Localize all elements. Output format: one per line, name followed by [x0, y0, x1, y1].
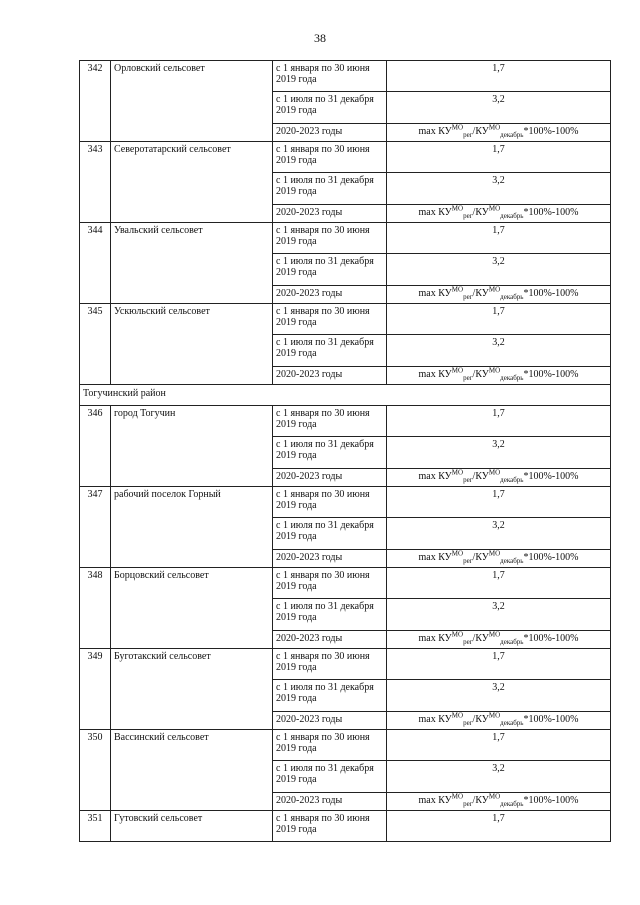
formula-sub: рег	[463, 212, 473, 220]
formula-slash: /КУ	[472, 471, 489, 482]
value-second-half: 3,2	[387, 599, 611, 631]
period-years: 2020-2023 годы	[273, 124, 387, 142]
row-number: 350	[80, 730, 111, 811]
table-row	[80, 223, 611, 254]
formula-suffix: *100%-100%	[523, 126, 579, 137]
period-years: 2020-2023 годы	[273, 712, 387, 730]
formula-prefix: max КУ	[418, 471, 452, 482]
period-first-half: с 1 января по 30 июня 2019 года	[273, 649, 387, 680]
formula-prefix: max КУ	[418, 207, 452, 218]
formula-prefix: max КУ	[418, 288, 452, 299]
formula-sub: декабрь	[500, 476, 524, 484]
table-row	[80, 730, 611, 761]
table-row	[80, 304, 611, 335]
value-formula	[387, 712, 611, 730]
tariff-table-body	[80, 61, 611, 842]
formula-sup: МО	[488, 630, 501, 639]
formula-sup: МО	[451, 468, 464, 477]
value-formula	[387, 631, 611, 649]
row-number: 346	[80, 406, 111, 487]
formula-suffix: *100%-100%	[523, 471, 579, 482]
formula-sup: МО	[451, 285, 464, 294]
municipality-name: Гутовский сельсовет	[111, 811, 273, 842]
municipality-name: Вассинский сельсовет	[111, 730, 273, 811]
formula-slash: /КУ	[472, 552, 489, 563]
formula-sub: рег	[463, 476, 473, 484]
value-first-half: 1,7	[387, 406, 611, 437]
formula-prefix: max КУ	[418, 795, 452, 806]
formula-prefix: max КУ	[418, 552, 452, 563]
formula-slash: /КУ	[472, 207, 489, 218]
value-second-half: 3,2	[387, 335, 611, 367]
value-second-half: 3,2	[387, 518, 611, 550]
value-first-half: 1,7	[387, 487, 611, 518]
formula-sub: рег	[463, 293, 473, 301]
period-years: 2020-2023 годы	[273, 286, 387, 304]
formula-sub: рег	[463, 638, 473, 646]
formula-prefix: max КУ	[418, 714, 452, 725]
value-second-half: 3,2	[387, 437, 611, 469]
formula-sub: рег	[463, 557, 473, 565]
period-years: 2020-2023 годы	[273, 793, 387, 811]
formula-suffix: *100%-100%	[523, 552, 579, 563]
formula-sup: МО	[488, 468, 501, 477]
period-first-half: с 1 января по 30 июня 2019 года	[273, 406, 387, 437]
formula-suffix: *100%-100%	[523, 369, 579, 380]
value-first-half: 1,7	[387, 649, 611, 680]
formula-sup: МО	[451, 630, 464, 639]
formula-prefix: max КУ	[418, 369, 452, 380]
period-years: 2020-2023 годы	[273, 469, 387, 487]
formula-sup: МО	[488, 711, 501, 720]
formula-sub: рег	[463, 800, 473, 808]
formula-slash: /КУ	[472, 288, 489, 299]
value-formula	[387, 469, 611, 487]
value-first-half: 1,7	[387, 811, 611, 842]
table-row	[80, 811, 611, 842]
period-second-half: с 1 июля по 31 декабря 2019 года	[273, 680, 387, 712]
formula-sub: декабрь	[500, 800, 524, 808]
table-row	[80, 649, 611, 680]
value-formula	[387, 367, 611, 385]
municipality-name: город Тогучин	[111, 406, 273, 487]
value-formula	[387, 205, 611, 223]
period-years: 2020-2023 годы	[273, 631, 387, 649]
table-row	[80, 487, 611, 518]
value-second-half: 3,2	[387, 254, 611, 286]
formula-sup: МО	[488, 285, 501, 294]
table-row	[80, 142, 611, 173]
period-second-half: с 1 июля по 31 декабря 2019 года	[273, 254, 387, 286]
formula-slash: /КУ	[472, 795, 489, 806]
period-first-half: с 1 января по 30 июня 2019 года	[273, 568, 387, 599]
municipality-name: Буготакский сельсовет	[111, 649, 273, 730]
formula-prefix: max КУ	[418, 126, 452, 137]
value-first-half: 1,7	[387, 142, 611, 173]
row-number: 349	[80, 649, 111, 730]
period-second-half: с 1 июля по 31 декабря 2019 года	[273, 599, 387, 631]
value-first-half: 1,7	[387, 304, 611, 335]
period-second-half: с 1 июля по 31 декабря 2019 года	[273, 761, 387, 793]
formula-sup: МО	[451, 792, 464, 801]
row-number: 344	[80, 223, 111, 304]
period-second-half: с 1 июля по 31 декабря 2019 года	[273, 92, 387, 124]
municipality-name: Северотатарский сельсовет	[111, 142, 273, 223]
value-formula	[387, 793, 611, 811]
table-row	[80, 406, 611, 437]
district-name: Тогучинский район	[80, 385, 611, 406]
formula-slash: /КУ	[472, 369, 489, 380]
formula-sub: декабрь	[500, 719, 524, 727]
municipality-name: Орловский сельсовет	[111, 61, 273, 142]
period-first-half: с 1 января по 30 июня 2019 года	[273, 142, 387, 173]
row-number: 351	[80, 811, 111, 842]
formula-suffix: *100%-100%	[523, 207, 579, 218]
value-second-half: 3,2	[387, 92, 611, 124]
period-second-half: с 1 июля по 31 декабря 2019 года	[273, 437, 387, 469]
value-second-half: 3,2	[387, 761, 611, 793]
page-margin	[0, 847, 640, 905]
formula-slash: /КУ	[472, 126, 489, 137]
period-second-half: с 1 июля по 31 декабря 2019 года	[273, 335, 387, 367]
value-first-half: 1,7	[387, 730, 611, 761]
municipality-name: Увальский сельсовет	[111, 223, 273, 304]
row-number: 348	[80, 568, 111, 649]
formula-sub: рег	[463, 719, 473, 727]
period-second-half: с 1 июля по 31 декабря 2019 года	[273, 518, 387, 550]
formula-slash: /КУ	[472, 633, 489, 644]
formula-sub: декабрь	[500, 638, 524, 646]
period-first-half: с 1 января по 30 июня 2019 года	[273, 487, 387, 518]
tariff-table	[79, 60, 611, 842]
value-formula	[387, 550, 611, 568]
municipality-name: рабочий поселок Горный	[111, 487, 273, 568]
formula-sub: декабрь	[500, 212, 524, 220]
formula-sub: декабрь	[500, 557, 524, 565]
formula-sup: МО	[451, 549, 464, 558]
period-first-half: с 1 января по 30 июня 2019 года	[273, 304, 387, 335]
row-number: 343	[80, 142, 111, 223]
row-number: 347	[80, 487, 111, 568]
formula-sup: МО	[451, 711, 464, 720]
formula-sup: МО	[451, 204, 464, 213]
page-number: 38	[314, 31, 326, 45]
table-row	[80, 568, 611, 599]
row-number: 345	[80, 304, 111, 385]
value-formula	[387, 124, 611, 142]
formula-sub: рег	[463, 374, 473, 382]
formula-prefix: max КУ	[418, 633, 452, 644]
formula-sup: МО	[488, 204, 501, 213]
municipality-name: Борцовский сельсовет	[111, 568, 273, 649]
formula-sup: МО	[488, 549, 501, 558]
formula-suffix: *100%-100%	[523, 633, 579, 644]
formula-sup: МО	[488, 366, 501, 375]
period-years: 2020-2023 годы	[273, 550, 387, 568]
formula-sub: декабрь	[500, 374, 524, 382]
period-first-half: с 1 января по 30 июня 2019 года	[273, 223, 387, 254]
municipality-name: Ускюльский сельсовет	[111, 304, 273, 385]
period-first-half: с 1 января по 30 июня 2019 года	[273, 61, 387, 92]
value-first-half: 1,7	[387, 223, 611, 254]
formula-sup: МО	[488, 123, 501, 132]
district-row	[80, 385, 611, 406]
period-years: 2020-2023 годы	[273, 367, 387, 385]
value-first-half: 1,7	[387, 61, 611, 92]
formula-suffix: *100%-100%	[523, 288, 579, 299]
formula-sup: МО	[488, 792, 501, 801]
formula-sup: МО	[451, 366, 464, 375]
formula-sub: рег	[463, 131, 473, 139]
formula-sup: МО	[451, 123, 464, 132]
formula-suffix: *100%-100%	[523, 714, 579, 725]
value-first-half: 1,7	[387, 568, 611, 599]
value-formula	[387, 286, 611, 304]
formula-sub: декабрь	[500, 293, 524, 301]
period-first-half: с 1 января по 30 июня 2019 года	[273, 730, 387, 761]
row-number: 342	[80, 61, 111, 142]
formula-sub: декабрь	[500, 131, 524, 139]
formula-slash: /КУ	[472, 714, 489, 725]
period-years: 2020-2023 годы	[273, 205, 387, 223]
formula-suffix: *100%-100%	[523, 795, 579, 806]
period-first-half: с 1 января по 30 июня 2019 года	[273, 811, 387, 842]
period-second-half: с 1 июля по 31 декабря 2019 года	[273, 173, 387, 205]
value-second-half: 3,2	[387, 173, 611, 205]
table-row	[80, 61, 611, 92]
value-second-half: 3,2	[387, 680, 611, 712]
